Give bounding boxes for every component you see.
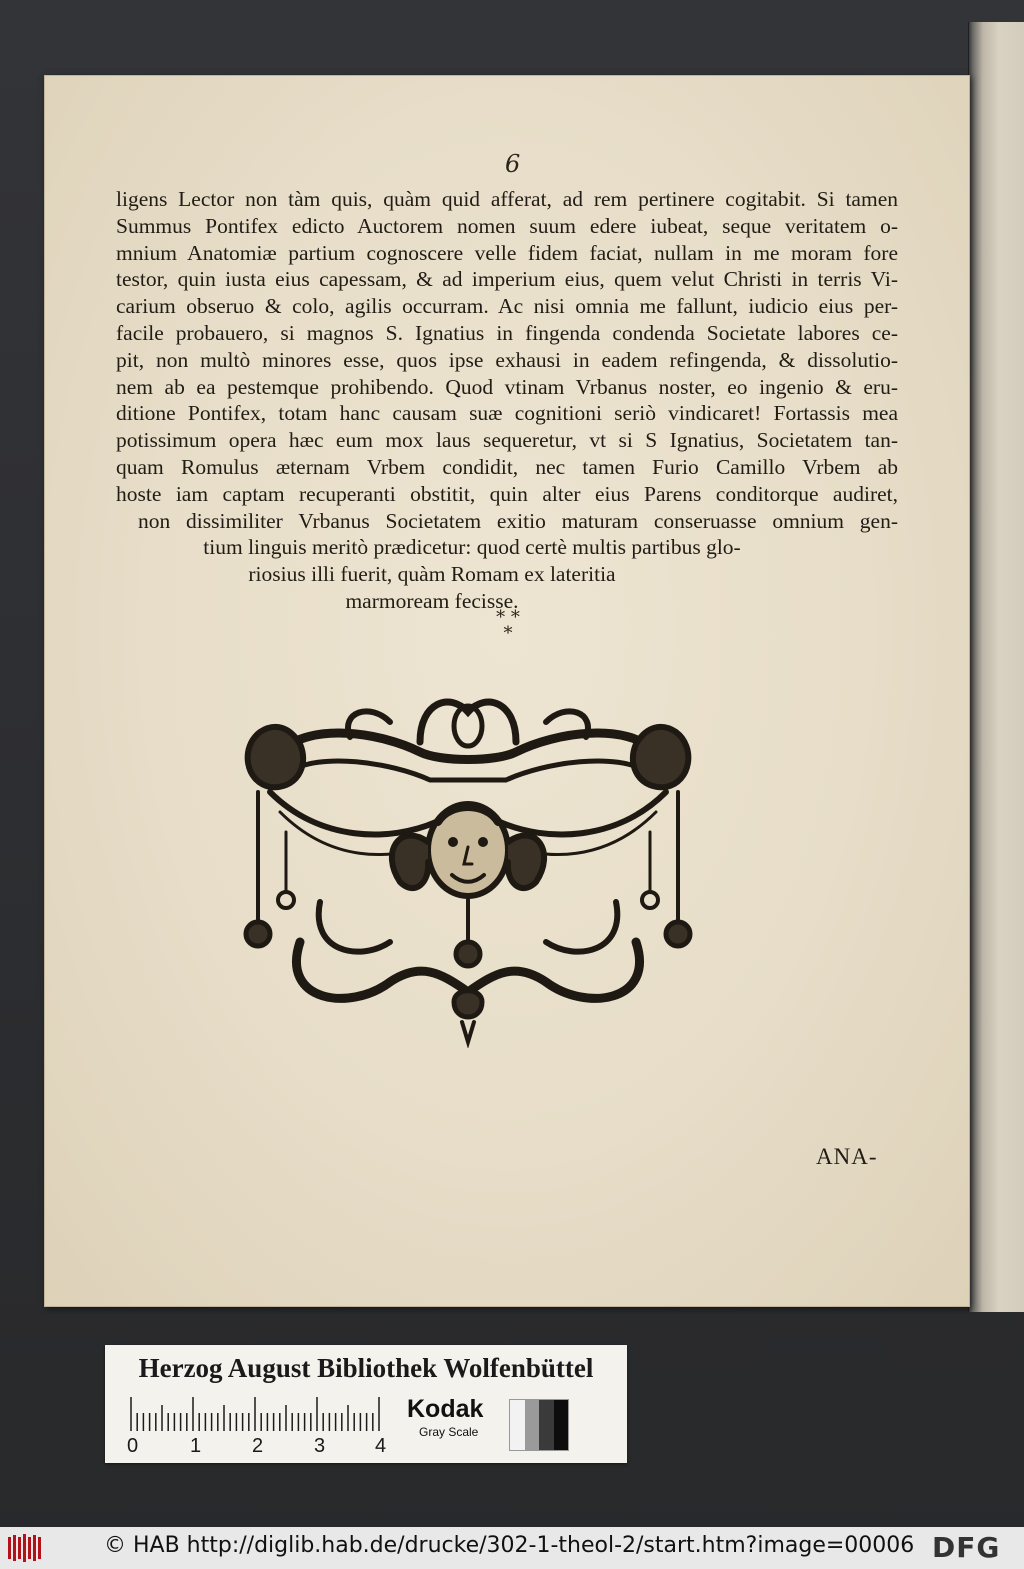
- ruler-number: 3: [314, 1435, 326, 1457]
- text-line: riosius illi fuerit, quàm Romam ex lateritia: [248, 562, 616, 587]
- ruler-number: 4: [375, 1435, 387, 1457]
- text-line: tium linguis meritò prædicetur: quod certè multis partibus glo-: [203, 535, 741, 560]
- text-line: potissimum opera hæc eum mox laus sequeretur, vt si S Ignatius, Societatem tan-: [116, 428, 898, 453]
- gray-patch: [525, 1400, 540, 1450]
- footer-bar: [0, 1527, 1024, 1569]
- text-line: nem ab ea pestemque prohibendo. Quod vtinam Vrbanus noster, eo ingenio & eru-: [116, 374, 898, 399]
- hab-logo-icon: [6, 1533, 46, 1563]
- text-line: quam Romulus æternam Vrbem condidit, nec tamen Furio Camillo Vrbem ab: [116, 454, 898, 479]
- text-line: pit, non multò minores esse, quos ipse exhausi in eadem refingenda, & dissolutio-: [116, 347, 898, 372]
- gray-patch: [554, 1400, 569, 1450]
- text-line: testor, quin iusta eius capessam, & ad imperium eius, quem velut Christi in terris Vi-: [116, 267, 898, 292]
- text-line: ligens Lector non tàm quis, quàm quid afferat, ad rem pertinere cogitabit. Si tamen: [116, 187, 898, 211]
- dfg-logo: DFG: [932, 1531, 1001, 1564]
- woodcut-ornament-icon: [240, 692, 696, 1048]
- text-line: facile probauero, si magnos S. Ignatius in fingenda condenda Societate labores ce-: [116, 320, 898, 345]
- text-line: mnium Anatomiæ partium cognoscere velle fidem faciat, nullam in me moram fore: [116, 240, 898, 265]
- next-page-edge: [968, 22, 1024, 1312]
- text-line: Summus Pontifex edicto Auctorem nomen suum edere iubeat, seque veritatem o-: [116, 213, 898, 238]
- asterism: [478, 607, 538, 644]
- library-label-card: [105, 1345, 627, 1463]
- page-text: [116, 186, 898, 615]
- asterism-bottom: *: [503, 623, 513, 644]
- gray-patch: [510, 1400, 525, 1450]
- ruler-number: 0: [127, 1435, 139, 1457]
- kodak-brand: Kodak: [407, 1395, 484, 1423]
- text-line: non dissimiliter Vrbanus Societatem exitio maturam conseruasse omnium gen-: [138, 508, 898, 533]
- gray-scale-patches: [509, 1399, 569, 1451]
- text-line: marmoream fecisse.: [345, 588, 519, 613]
- ruler-scale: [127, 1393, 397, 1433]
- page-number: 6: [505, 150, 521, 178]
- asterism-top: * *: [496, 607, 520, 628]
- gray-patch: [539, 1400, 554, 1450]
- ruler-number: 2: [252, 1435, 264, 1457]
- library-name: Herzog August Bibliothek Wolfenbüttel: [138, 1353, 594, 1383]
- ruler-number: 1: [190, 1435, 202, 1457]
- text-line: hoste iam captam recuperanti obstitit, quin alter eius Parens conditorque audiret,: [116, 481, 898, 506]
- text-line: carium obseruo & colo, agilis occurram. Ac nisi omnia me fallunt, iudicio eius per-: [116, 294, 898, 319]
- text-line: ditione Pontifex, totam hanc causam suæ cognitioni seriò vindicaret! Fortassis mea: [116, 401, 898, 426]
- catchword: ANA-: [816, 1144, 878, 1169]
- footer-url-link[interactable]: © HAB http://diglib.hab.de/drucke/302-1-theol-2/start.htm?image=00006: [104, 1533, 915, 1558]
- gray-scale-label: Gray Scale: [419, 1425, 479, 1439]
